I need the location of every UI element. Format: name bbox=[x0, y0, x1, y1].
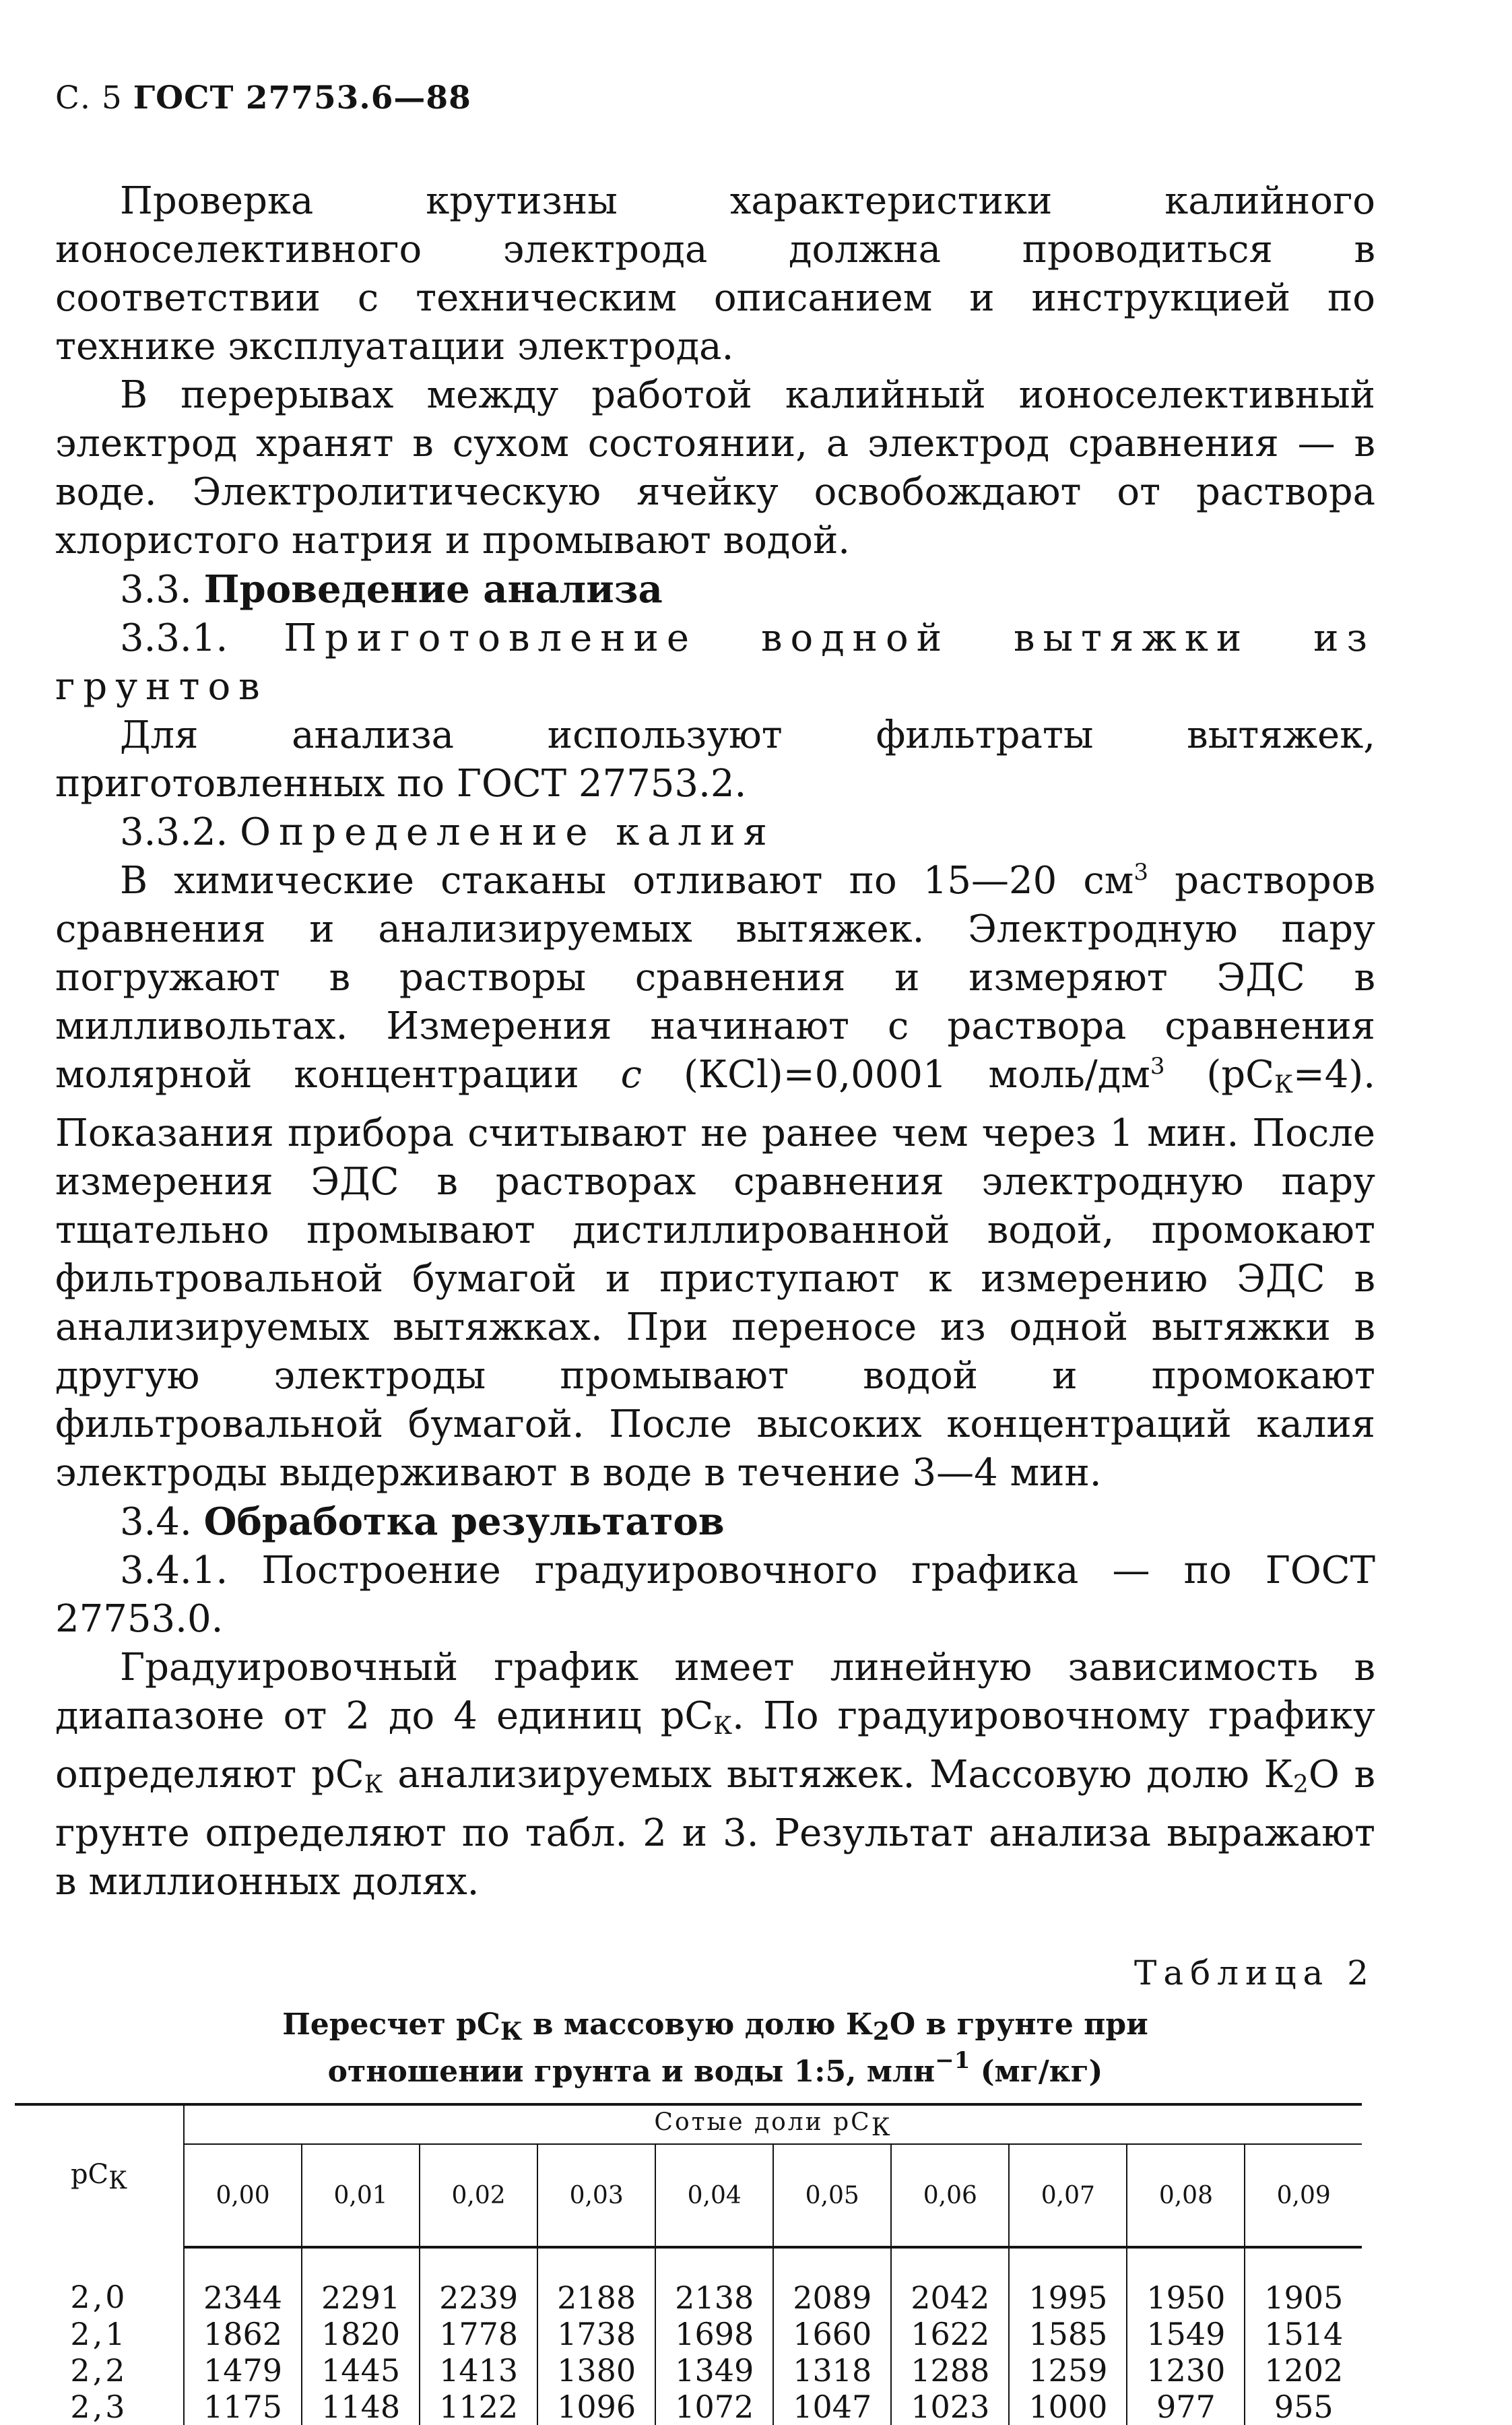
section-3-4-heading bbox=[55, 1497, 1375, 1547]
table-cell: 1995 bbox=[1009, 2247, 1127, 2316]
column-header: 0,03 bbox=[537, 2144, 655, 2247]
table-cell: 1349 bbox=[655, 2352, 773, 2389]
paragraph-calibration-range: Градуировочный график имеет линейную зависимость в диапазоне от 2 до 4 единиц $рС_К$. По градуировочному графику определяют $рС_К$ анализируемых вытяжек. Массовую долю $К_2О$ в грунте определяют по табл. 2 и 3. Результат анализа выражают в миллионных долях. bbox=[55, 1646, 1376, 1904]
group-header: Сотые доли $рС_К$ bbox=[184, 2104, 1362, 2144]
table-row bbox=[15, 2247, 1362, 2316]
table-cell: 1096 bbox=[537, 2389, 655, 2425]
table-row bbox=[15, 2389, 1362, 2425]
table-cell: 1585 bbox=[1009, 2316, 1127, 2352]
table-cell: 1862 bbox=[184, 2316, 302, 2352]
table-cell: 1230 bbox=[1127, 2352, 1245, 2389]
section-title: Проведение анализа bbox=[203, 567, 663, 612]
table-cell: 1072 bbox=[655, 2389, 773, 2425]
row-pc-value: 2,2 bbox=[70, 2352, 128, 2389]
table-cell: 1549 bbox=[1127, 2316, 1245, 2352]
column-header: 0,08 bbox=[1127, 2144, 1245, 2247]
paragraph-electrode-check: Проверка крутизны характеристики калийного ионоселективного электрода должна проводиться в соответствии с техническим описанием и инструкцией по технике эксплуатации электрода. bbox=[55, 179, 1375, 368]
table-cell: 1950 bbox=[1127, 2247, 1245, 2316]
section-number: 3.4. bbox=[120, 1500, 192, 1544]
column-header: 0,07 bbox=[1009, 2144, 1127, 2247]
table-cell: 1318 bbox=[773, 2352, 891, 2389]
table-cell: 2089 bbox=[773, 2247, 891, 2316]
page-number: С. 5 bbox=[55, 79, 123, 117]
table-cell: 1905 bbox=[1245, 2247, 1362, 2316]
table-cell: 1047 bbox=[773, 2389, 891, 2425]
table-cell: 2239 bbox=[420, 2247, 537, 2316]
column-header: 0,02 bbox=[420, 2144, 537, 2247]
column-header: 0,05 bbox=[773, 2144, 891, 2247]
row-pc-value: 2,1 bbox=[70, 2316, 128, 2352]
table-cell: 2138 bbox=[655, 2247, 773, 2316]
table-cell: 1202 bbox=[1245, 2352, 1362, 2389]
standard-title: ГОСТ 27753.6—88 bbox=[133, 79, 471, 117]
conversion-table bbox=[15, 2103, 1362, 2425]
table-cell: 1175 bbox=[184, 2389, 302, 2425]
table-cell: 1023 bbox=[891, 2389, 1009, 2425]
table-cell: 1122 bbox=[420, 2389, 537, 2425]
row-pc-value: 2,3 bbox=[70, 2389, 128, 2425]
table-cell: 1479 bbox=[184, 2352, 302, 2389]
table-row bbox=[15, 2352, 1362, 2389]
table-cell: 2042 bbox=[891, 2247, 1009, 2316]
section-number: 3.3.2. bbox=[120, 810, 228, 854]
table-cell: 1259 bbox=[1009, 2352, 1127, 2389]
column-header: 0,04 bbox=[655, 2144, 773, 2247]
table-cell: 2344 bbox=[184, 2247, 302, 2316]
table-cell: 1778 bbox=[420, 2316, 537, 2352]
section-3-3-1-heading bbox=[55, 614, 1375, 711]
table-cell: 1660 bbox=[773, 2316, 891, 2352]
paragraph-electrode-storage: В перерывах между работой калийный ионоселективный электрод хранят в сухом состоянии, а электрод сравнения — в воде. Электролитическую ячейку освобождают от раствора хлористого натрия и промывают водой. bbox=[55, 373, 1375, 562]
table-cell: 1380 bbox=[537, 2352, 655, 2389]
row-pc-value: 2,0 bbox=[70, 2279, 128, 2315]
section-title: Определение калия bbox=[240, 810, 775, 854]
section-3-3-heading bbox=[55, 565, 1375, 614]
section-3-3-2-heading bbox=[55, 808, 1375, 857]
document-page bbox=[55, 79, 1375, 2425]
paragraph-potassium-measurement: В химические стаканы отливают по 15—20 $см^3$ растворов сравнения и анализируемых вытяжек. Электродную пару погружают в растворы сравнения и измеряют ЭДС в милливольтах. Измерения начинают с раствора сравнения молярной концентрации c (КCl)=0,0001 моль/$дм^3$ $(рС_К=4)$. Показания прибора считывают не ранее чем через 1 мин. После измерения ЭДС в растворах сравнения электродную пару тщательно промывают дистиллированной водой, промокают фильтровальной бумагой и приступают к измерению ЭДС в анализируемых вытяжках. При переносе из одной вытяжки в другую электроды промывают водой и промокают фильтровальной бумагой. После высоких концентраций калия электроды выдерживают в воде в течение 3—4 мин. bbox=[55, 859, 1376, 1495]
table-cell: 1514 bbox=[1245, 2316, 1362, 2352]
table-cell: 1288 bbox=[891, 2352, 1009, 2389]
column-header: 0,09 bbox=[1245, 2144, 1362, 2247]
section-number: 3.3.1. bbox=[120, 616, 228, 660]
table-cell: 2188 bbox=[537, 2247, 655, 2316]
table-title: Пересчет $рС_К$ в массовую долю $К_2О$ в грунте при отношении грунта и воды 1:5, млн$^{-1}$ (мг/кг) bbox=[282, 2007, 1148, 2089]
row-header: $рС_К$ bbox=[15, 2104, 184, 2247]
table-cell: 2291 bbox=[302, 2247, 420, 2316]
table-cell: 977 bbox=[1127, 2389, 1245, 2425]
page-header bbox=[55, 79, 1375, 117]
column-header: 0,00 bbox=[184, 2144, 302, 2247]
table-cell: 1698 bbox=[655, 2316, 773, 2352]
table-cell: 1820 bbox=[302, 2316, 420, 2352]
table-cell: 1445 bbox=[302, 2352, 420, 2389]
section-title: Обработка результатов bbox=[203, 1499, 725, 1544]
table-label: Таблица 2 bbox=[1133, 1953, 1375, 1993]
column-header: 0,06 bbox=[891, 2144, 1009, 2247]
table-row bbox=[15, 2316, 1362, 2352]
paragraph-calibration-curve: 3.4.1. Построение градуировочного графика — по ГОСТ 27753.0. bbox=[55, 1549, 1375, 1641]
section-title: Приготовление водной вытяжки из грунтов bbox=[55, 616, 1375, 709]
table-cell: 1148 bbox=[302, 2389, 420, 2425]
column-header: 0,01 bbox=[302, 2144, 420, 2247]
table-cell: 1622 bbox=[891, 2316, 1009, 2352]
table-cell: 955 bbox=[1245, 2389, 1362, 2425]
table-cell: 1738 bbox=[537, 2316, 655, 2352]
table-cell: 1000 bbox=[1009, 2389, 1127, 2425]
section-number: 3.3. bbox=[120, 568, 192, 612]
paragraph-filtrates: Для анализа используют фильтраты вытяжек, приготовленных по ГОСТ 27753.2. bbox=[55, 713, 1375, 806]
table-cell: 1413 bbox=[420, 2352, 537, 2389]
